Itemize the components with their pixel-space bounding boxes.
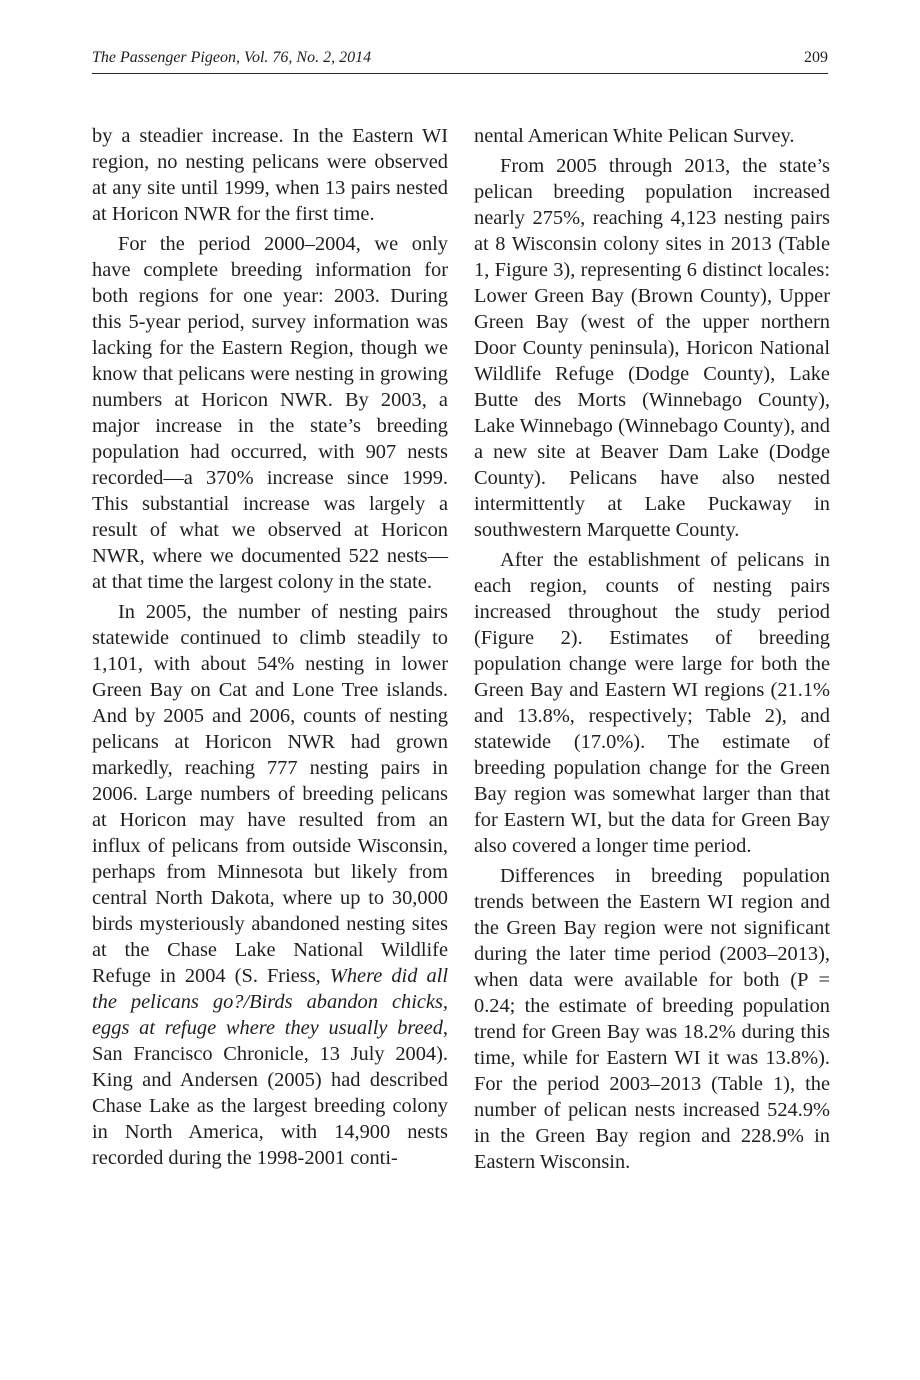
cited-article-title: Where did all the pelicans go?/Birds abandon chicks, eggs at refuge where they usually breed	[92, 965, 448, 1039]
paragraph-regional-counts: After the establishment of pelicans in each region, counts of nesting pairs increased throughout the study period (Figure 2). Estimates of breeding population change were large for both the Green Bay and Eastern WI regions (21.1% and 13.8%, respectively; Table 2), and statewide (17.0%). The estimate of breeding population change for the Green Bay region was somewhat larger than that for Eastern WI, but the data for Green Bay also covered a longer time period.	[474, 549, 830, 857]
paragraph-2000-2004-period: For the period 2000–2004, we only have complete breeding information for both regions for one year: 2003. During this 5-year period, survey information was lacking for the Eastern Region, though we know that pelicans were nesting in growing numbers at Horicon NWR. By 2003, a major increase in the state’s breeding population had occurred, with 907 nests recorded—a 370% increase since 1999. This substantial increase was largely a result of what we observed at Horicon NWR, where we documented 522 nests—at that time the largest colony in the state.	[92, 233, 448, 593]
header-rule	[92, 73, 828, 74]
paragraph-continued: by a steadier increase. In the Eastern WI region, no nesting pelicans were observed at any site until 1999, when 13 pairs nested at Horicon NWR for the first time.	[92, 125, 448, 225]
page-number: 209	[804, 49, 828, 66]
paragraph-2005-2013-growth: From 2005 through 2013, the state’s pelican breeding population increased nearly 275%, reaching 4,123 nesting pairs at 8 Wisconsin colony sites in 2013 (Table 1, Figure 3), representing 6 distinct locales: Lower Green Bay (Brown County), Upper Green Bay (west of the upper northern Door County peninsula), Horicon National Wildlife Refuge (Dodge County), Lake Butte des Morts (Winnebago County), Lake Winnebago (Winnebago County), and a new site at Beaver Dam Lake (Dodge County). Pelicans have also nested intermittently at Lake Puckaway in southwestern Marquette County.	[474, 155, 830, 541]
left-column	[92, 123, 448, 1171]
running-head	[92, 48, 828, 68]
paragraph-2005-statewide	[92, 599, 448, 1171]
journal-citation: The Passenger Pigeon, Vol. 76, No. 2, 2014	[92, 49, 372, 66]
paragraph-text: In 2005, the number of nesting pairs statewide continued to climb steadily to 1,101, with about 54% nesting in lower Green Bay on Cat and Lone Tree islands. And by 2005 and 2006, counts of nesting pelicans at Horicon NWR had grown markedly, reaching 777 nesting pairs in 2006. Large numbers of breeding pelicans at Horicon may have resulted from an influx of pelicans from outside Wisconsin, perhaps from Minnesota but likely from central North Dakota, where up to 30,000 birds mysteriously abandoned nesting sites at the Chase Lake National Wildlife Refuge in 2004 (S. Friess,	[92, 601, 448, 987]
right-column	[474, 123, 830, 1175]
paragraph-continued: nental American White Pelican Survey.	[474, 125, 795, 147]
paragraph-text: , San Francisco Chronicle, 13 July 2004). King and Andersen (2005) had described Chase Lake as the largest breeding colony in North America, with 14,900 nests recorded during the 1998-2001 conti-	[92, 1017, 448, 1169]
paragraph-trend-differences: Differences in breeding population trends between the Eastern WI region and the Green Bay region were not significant during the later time period (2003–2013), when data were available for both (P = 0.24; the estimate of breeding population trend for Green Bay was 18.2% during this time, while for Eastern WI it was 13.8%). For the period 2003–2013 (Table 1), the number of pelican nests increased 524.9% in the Green Bay region and 228.9% in Eastern Wisconsin.	[474, 865, 830, 1173]
